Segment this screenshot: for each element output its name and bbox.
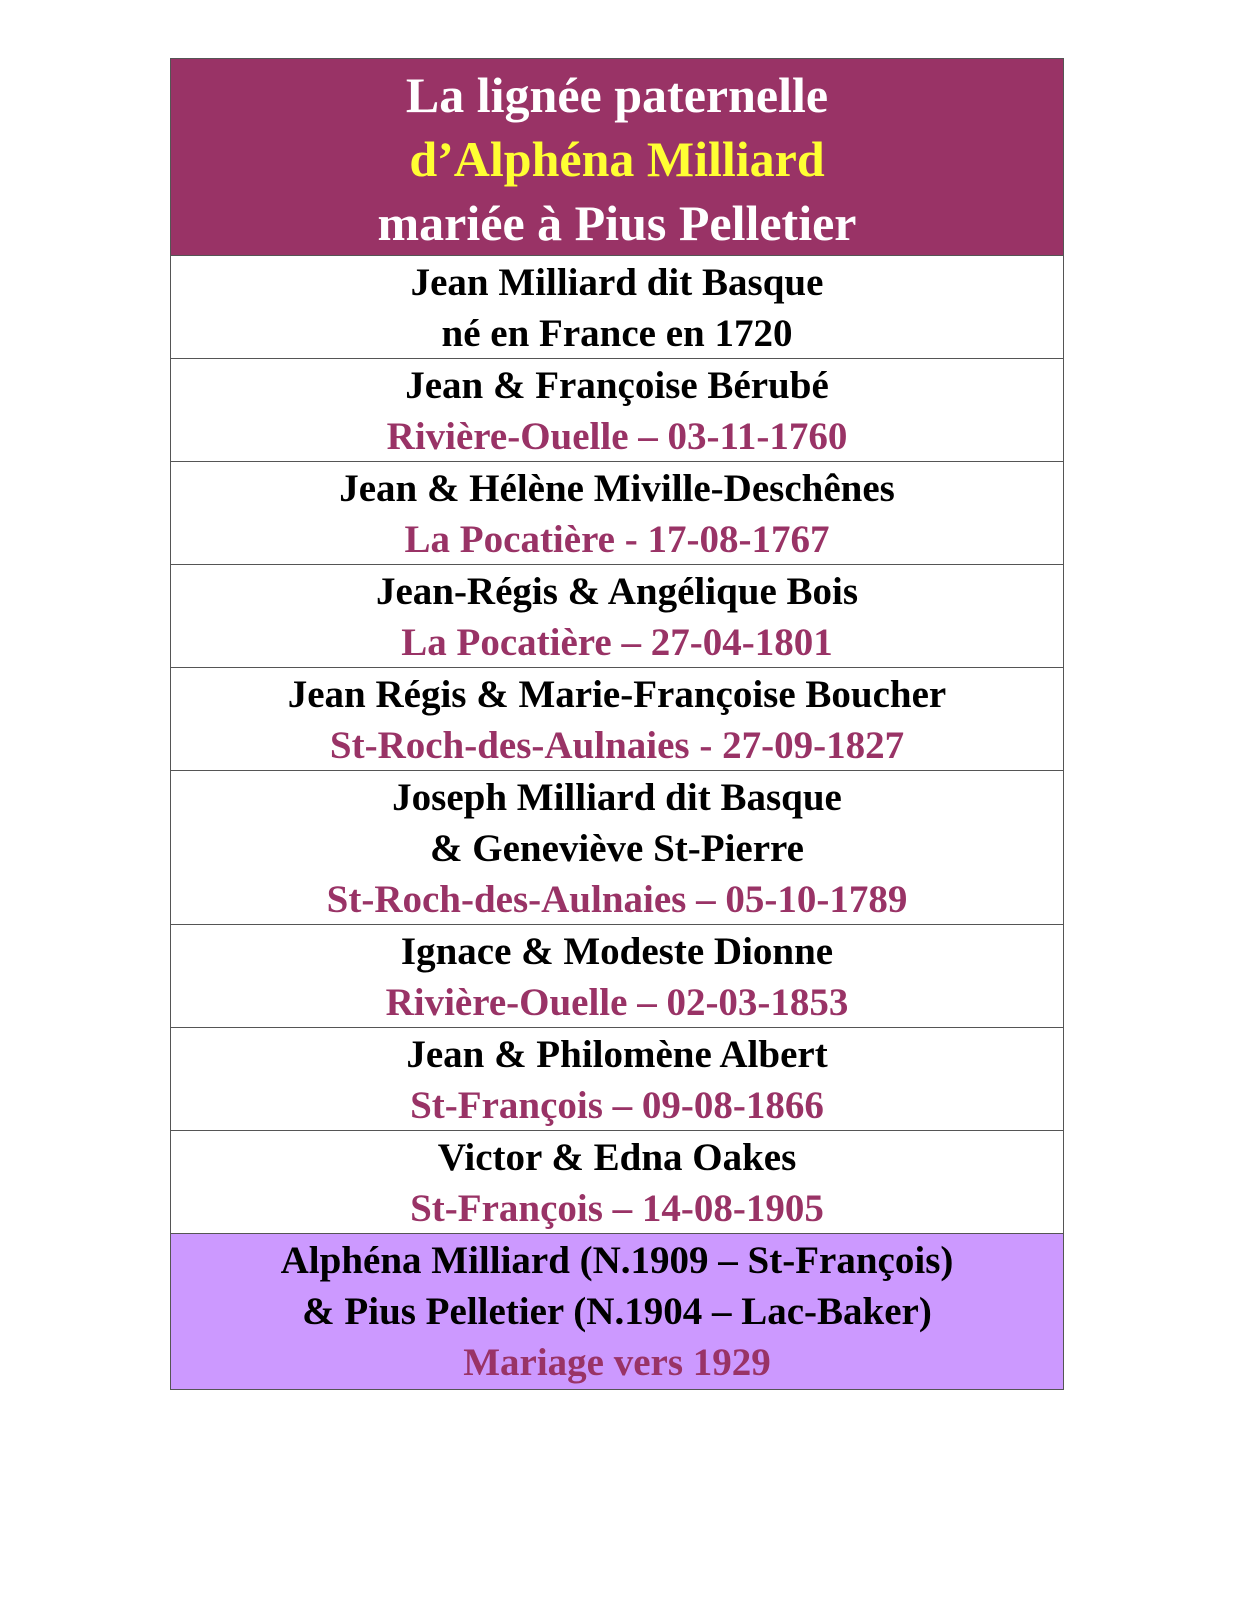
generation-2-marriage: Rivière-Ouelle – 03-11-1760	[386, 415, 848, 458]
header-title-line1: La lignée paternelle	[405, 67, 829, 123]
generation-row-5	[171, 668, 1063, 771]
generation-3-couple: Jean & Hélène Miville-Deschênes	[339, 467, 895, 510]
generation-4-couple: Jean-Régis & Angélique Bois	[375, 570, 859, 613]
generation-4-marriage: La Pocatière – 27-04-1801	[401, 621, 833, 664]
generation-row-8	[171, 1028, 1063, 1131]
generation-row-9	[171, 1131, 1063, 1234]
generation-row-1	[171, 256, 1063, 359]
generation-2-couple: Jean & Françoise Bérubé	[405, 364, 829, 407]
generation-8-couple: Jean & Philomène Albert	[406, 1033, 828, 1076]
generation-row-4	[171, 565, 1063, 668]
generation-7-couple: Ignace & Modeste Dionne	[400, 930, 834, 973]
generation-1-name: Jean Milliard dit Basque	[410, 261, 824, 304]
final-groom: & Pius Pelletier (N.1904 – Lac-Baker)	[302, 1290, 932, 1333]
lineage-table	[170, 58, 1064, 1390]
generation-6-marriage: St-Roch-des-Aulnaies – 05-10-1789	[326, 878, 908, 921]
generation-row-3	[171, 462, 1063, 565]
final-marriage: Mariage vers 1929	[463, 1341, 771, 1384]
generation-8-marriage: St-François – 09-08-1866	[410, 1084, 824, 1127]
generation-5-marriage: St-Roch-des-Aulnaies - 27-09-1827	[329, 724, 905, 767]
final-couple-row	[171, 1234, 1063, 1389]
generation-9-couple: Victor & Edna Oakes	[437, 1136, 797, 1179]
table-header	[171, 59, 1063, 256]
generation-row-7	[171, 925, 1063, 1028]
header-title-line2: d’Alphéna Milliard	[409, 131, 825, 187]
header-title-line3: mariée à Pius Pelletier	[377, 195, 857, 251]
generation-row-2	[171, 359, 1063, 462]
generation-3-marriage: La Pocatière - 17-08-1767	[404, 518, 830, 561]
generation-6-bride: & Geneviève St-Pierre	[430, 827, 804, 870]
final-bride: Alphéna Milliard (N.1909 – St-François)	[280, 1239, 954, 1282]
generation-5-couple: Jean Régis & Marie-Françoise Boucher	[287, 673, 947, 716]
generation-1-origin: né en France en 1720	[441, 312, 793, 355]
generation-6-groom: Joseph Milliard dit Basque	[392, 776, 842, 819]
generation-row-6	[171, 771, 1063, 925]
generation-9-marriage: St-François – 14-08-1905	[410, 1187, 824, 1230]
generation-7-marriage: Rivière-Ouelle – 02-03-1853	[385, 981, 849, 1024]
